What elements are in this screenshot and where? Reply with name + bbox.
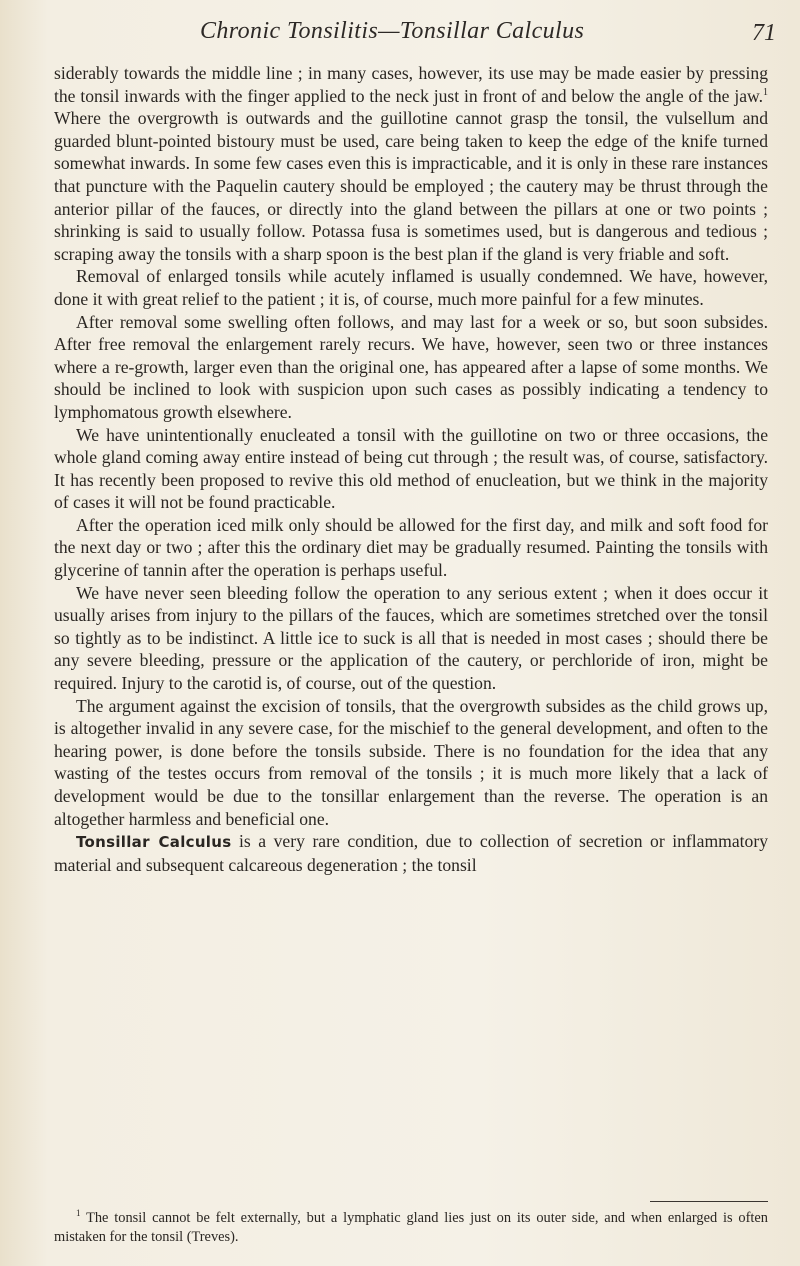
paragraph-continuation: siderably towards the middle line ; in many cases, however, its use may be made easier by pressing the tonsil inwards with the finger applied to the neck just in front of and below the angle of the jaw.$^1$ Where the overgrowth is outwards and the guillotine cannot grasp the tonsil, the vulsellum and guarded blunt-pointed bistoury must be used, care being taken to keep the edge of the knife turned somewhat inwards. In some few cases even this is impracticable, and it is only in these rare instances that puncture with the Paquelin cautery should be employed ; the cautery may be thrust through the anterior pillar of the fauces, or directly into the gland between the pillars at one or two points ; shrinking is said to usually follow. Potassa fusa is sometimes used, but is dangerous and tedious ; scraping away the tonsils with a sharp spoon is the best plan if the gland is very friable and soft.: [54, 63, 768, 264]
paragraph: After the operation iced milk only should be allowed for the first day, and milk and soft food for the next day or two ; after this the ordinary diet may be gradually resumed. Painting the tonsils with glycerine of tannin after the operation is perhaps useful.: [54, 514, 768, 581]
paragraph: We have never seen bleeding follow the operation to any serious extent ; when it does occur it usually arises from injury to the pillars of the fauces, which are sometimes stretched over the tonsil so tightly as to be indistinct. A little ice to suck is all that is needed in most cases ; should there be any severe bleeding, pressure or the application of the cautery, or perchloride of iron, might be required. Injury to the carotid is, of course, out of the question.: [54, 582, 768, 694]
page-number: 71: [752, 20, 776, 46]
footnote-marker: 1: [76, 1208, 81, 1219]
footnote-rule: [650, 1201, 768, 1202]
footnote-ref: 1: [763, 86, 768, 98]
paragraph: Removal of enlarged tonsils while acutely inflamed is usually condemned. We have, however, done it with great relief to the patient ; it is, of course, much more painful for a few minutes.: [54, 266, 768, 309]
footnote: [54, 1209, 768, 1247]
footnote-text: The tonsil cannot be felt externally, but a lymphatic gland lies just on its outer side, and when enlarged is often mistaken for the tonsil (Treves).: [54, 1210, 768, 1245]
paragraph: We have unintentionally enucleated a tonsil with the guillotine on two or three occasions, the whole gland coming away entire instead of being cut through ; the result was, of course, satisfactory. It has recently been proposed to revive this old method of enucleation, but we think in the majority of cases it will not be found practicable.: [54, 424, 768, 513]
section-heading: Tonsillar Calculus: [76, 833, 232, 852]
paragraph: The argument against the excision of tonsils, that the overgrowth subsides as the child grows up, is altogether invalid in any severe case, for the mischief to the general development, and often to the hearing power, is done before the tonsils subside. There is no foundation for the idea that any wasting of the testes occurs from removal of the tonsils ; it is much more likely that a lack of development would be due to the tonsillar enlargement than the reverse. The operation is an altogether harmless and beneficial one.: [54, 695, 768, 829]
page-header: [0, 18, 800, 52]
paragraph-tonsillar-calculus: Tonsillar Calculus is a very rare condition, due to collection of secretion or inflammatory material and subsequent calcareous degeneration ; the tonsil: [54, 831, 769, 875]
paragraph: After removal some swelling often follows, and may last for a week or so, but soon subsides. After free removal the enlargement rarely recurs. We have, however, seen two or three instances where a re-growth, larger even than the original one, has appeared after a lapse of some months. We should be inclined to look with suspicion upon such cases as possibly indicating a tendency to lymphomatous growth elsewhere.: [54, 311, 768, 422]
running-head: Chronic Tonsilitis—Tonsillar Calculus: [200, 18, 585, 44]
body-text: [54, 62, 768, 876]
